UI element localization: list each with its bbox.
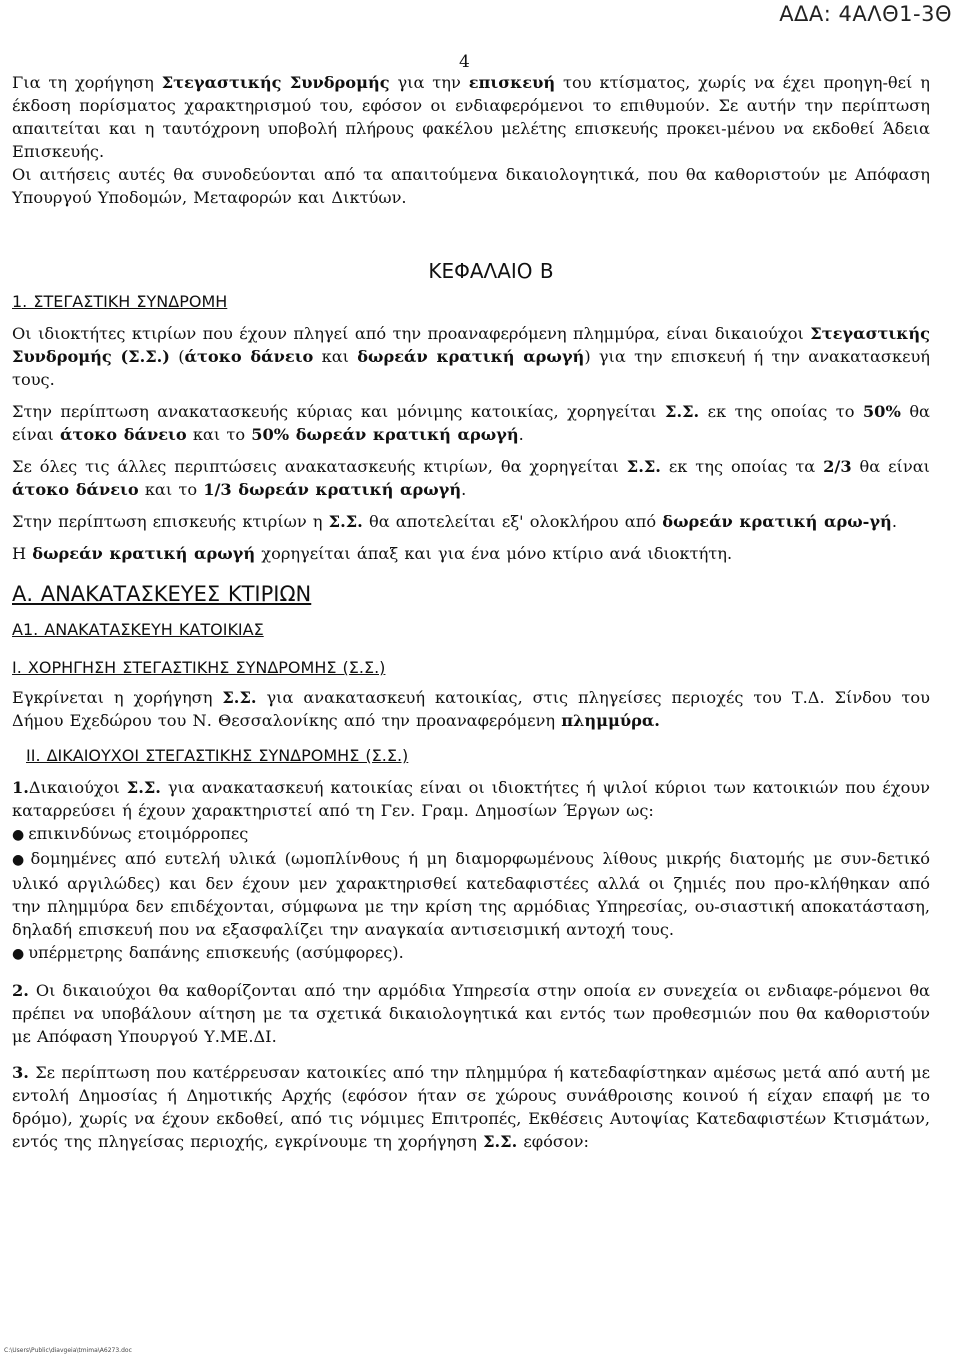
ada-code: ΑΔΑ: 4ΑΛΘ1-3Θ <box>779 2 952 26</box>
section-i-paragraph: Εγκρίνεται η χορήγηση Σ.Σ. για ανακατασκευή κατοικίας, στις πληγείσες περιοχές του Τ.Δ. Σίνδου του Δήμου Εχεδώρου του Ν. Θεσσαλονίκης από την προαναφερόμενη πλημμύρα. <box>12 688 930 730</box>
section-ii-paragraph-1: 1.Δικαιούχοι Σ.Σ. για ανακατασκευή κατοικίας είναι οι ιδιοκτήτες ή ψιλοί κύριοι των κατοικιών που έχουν καταρρεύσει ή έχουν χαρακτηριστεί από τη Γεν. Γραμ. Δημοσίων Έργων ως: <box>12 778 930 820</box>
section-1-paragraph-2: Στην περίπτωση ανακατασκευής κύριας και μόνιμης κατοικίας, χορηγείται Σ.Σ. εκ της οποίας το 50% θα είναι άτοκο δάνειο και το 50% δωρεάν κρατική αρωγή. <box>12 402 930 444</box>
bullet-item: ● δομημένες από ευτελή υλικά (ωμοπλίνθους ή μη διαμορφωμένους λίθους μικρής διατομής με συν-δετικό υλικό αργιλώδες) και δεν έχουν μεν χαρακτηρισθεί κατεδαφιστέες αλλά οι ζημιές που προ-κλήθηκαν από την πλημμύρα δεν επιδέχονται, σύμφωνα με την κρίση της αρμόδιας Υπηρεσίας, ου-σιαστική αποκατάσταση, δηλαδή επισκευή που να εξασφαλίζει την αναγκαία αντισεισμική αντοχή τους. <box>12 849 930 939</box>
intro-paragraph-1: Για τη χορήγηση Στεγαστικής Συνδρομής για την επισκευή του κτίσματος, χωρίς να έχει προηγη-θεί η έκδοση πορίσματος χαρακτηρισμού του, εφόσον οι ενδιαφερόμενοι το επιθυμούν. Σε αυτήν την περίπτωση απαιτείται και η ταυτόχρονη υποβολή πλήρους φακέλου μελέτης επισκευής προκει-μένου να εκδοθεί Άδεια Επισκευής. <box>12 73 930 161</box>
section-ii-paragraph-2: 2. Οι δικαιούχοι θα καθορίζονται από την αρμόδια Υπηρεσία στην οποία εν συνεχεία οι ενδιαφε-ρόμενοι θα πρέπει να υποβάλουν αίτηση με τα σχετικά δικαιολογητικά και εντός των προθεσμιών που θα καθοριστούν με Απόφαση Υπουργού Υ.ΜΕ.ΔΙ. <box>12 981 930 1046</box>
section-i-heading: Ι. ΧΟΡΗΓΗΣΗ ΣΤΕΓΑΣΤΙΚΗΣ ΣΥΝΔΡΟΜΗΣ (Σ.Σ.) <box>12 658 386 677</box>
section-a-heading: Α. ΑΝΑΚΑΤΑΣΚΕΥΕΣ ΚΤΙΡΙΩΝ <box>12 582 312 606</box>
bullet-icon: ● <box>12 827 25 843</box>
file-path-footer: C:\Users\Public\diavgeia\tmima\A6273.doc <box>4 1347 132 1354</box>
section-a1-heading: Α1. ΑΝΑΚΑΤΑΣΚΕΥΗ ΚΑΤΟΙΚΙΑΣ <box>12 620 264 639</box>
bullet-icon: ● <box>12 852 27 868</box>
bullet-item: ● επικινδύνως ετοιμόρροπες <box>12 824 249 843</box>
bullet-icon: ● <box>12 946 25 962</box>
intro-paragraph-2: Οι αιτήσεις αυτές θα συνοδεύονται από τα απαιτούμενα δικαιολογητικά, που θα καθοριστούν με Απόφαση Υπουργού Υποδομών, Μεταφορών και Δικτύων. <box>12 165 930 207</box>
page-number: 4 <box>459 52 470 72</box>
document-body <box>12 71 930 1153</box>
section-1-paragraph-1: Οι ιδιοκτήτες κτιρίων που έχουν πληγεί από την προαναφερόμενη πλημμύρα, είναι δικαιούχοι Στεγαστικής Συνδρομής (Σ.Σ.) (άτοκο δάνειο και δωρεάν κρατική αρωγή) για την επισκευή ή την ανακατασκευή τους. <box>12 324 930 389</box>
section-ii-paragraph-3: 3. Σε περίπτωση που κατέρρευσαν κατοικίες από την πλημμύρα ή κατεδαφίστηκαν αμέσως μετά από αυτή με εντολή Δημοσίας ή Δημοτικής Αρχής (εφόσον ήταν σε χώρους συνάθροισης κοινού ή είχαν επαφή με το δρόμο), χωρίς να έχουν εκδοθεί, από τις νόμιμες Επιτροπές, Εκθέσεις Αυτοψίας Κατεδαφιστέων Κτισμάτων, εντός της πληγείσας περιοχής, εγκρίνουμε τη χορήγηση Σ.Σ. εφόσον: <box>12 1063 930 1151</box>
bullet-item: ● υπέρμετρης δαπάνης επισκευής (ασύμφορες). <box>12 943 404 962</box>
section-1-paragraph-5: Η δωρεάν κρατική αρωγή χορηγείται άπαξ και για ένα μόνο κτίριο ανά ιδιοκτήτη. <box>12 544 733 563</box>
section-1-paragraph-3: Σε όλες τις άλλες περιπτώσεις ανακατασκευής κτιρίων, θα χορηγείται Σ.Σ. εκ της οποίας τα 2/3 θα είναι άτοκο δάνειο και το 1/3 δωρεάν κρατική αρωγή. <box>12 457 931 499</box>
section-1-paragraph-4: Στην περίπτωση επισκευής κτιρίων η Σ.Σ. θα αποτελείται εξ' ολοκλήρου από δωρεάν κρατική αρω-γή. <box>12 512 897 531</box>
chapter-title: ΚΕΦΑΛΑΙΟ Β <box>428 259 554 283</box>
section-1-heading: 1. ΣΤΕΓΑΣΤΙΚΗ ΣΥΝΔΡΟΜΗ <box>12 292 228 311</box>
section-ii-heading: ΙΙ. ΔΙΚΑΙΟΥΧΟΙ ΣΤΕΓΑΣΤΙΚΗΣ ΣΥΝΔΡΟΜΗΣ (Σ.Σ.) <box>26 746 409 765</box>
